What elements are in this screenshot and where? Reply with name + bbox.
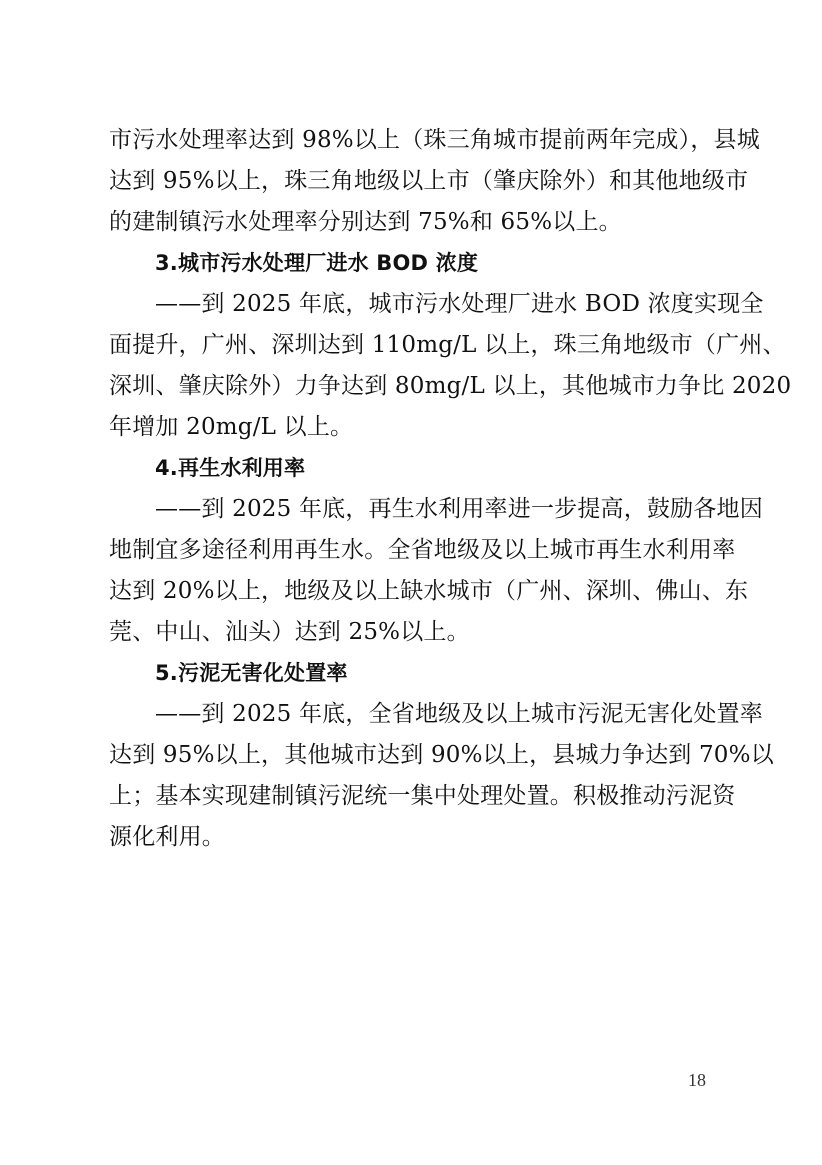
section-5-line-2: 达到 95%以上，其他城市达到 90%以上，县城力争达到 70%以: [109, 742, 774, 768]
section-3-line-2: 面提升，广州、深圳达到 110mg/L 以上，珠三角地级市（广州、: [109, 332, 786, 358]
intro-line-3: 的建制镇污水处理率分别达到 75%和 65%以上。: [109, 209, 622, 235]
section-5-line-4: 源化利用。: [109, 824, 225, 850]
intro-line-2: 达到 95%以上，珠三角地级以上市（肇庆除外）和其他地级市: [109, 168, 749, 194]
section-5-heading: 5.污泥无害化处置率: [155, 661, 348, 685]
section-5-line-1: ——到 2025 年底，全省地级及以上城市污泥无害化处置率: [155, 701, 763, 727]
section-4-line-3: 达到 20%以上，地级及以上缺水城市（广州、深圳、佛山、东: [109, 578, 749, 604]
page-number: 18: [688, 1070, 706, 1090]
section-3-line-3: 深圳、肇庆除外）力争达到 80mg/L 以上，其他城市力争比 2020: [109, 373, 792, 399]
section-3-line-4: 年增加 20mg/L 以上。: [109, 414, 354, 440]
section-5-line-3: 上；基本实现建制镇污泥统一集中处理处置。积极推动污泥资: [109, 783, 736, 809]
section-3-heading: 3.城市污水处理厂进水 BOD 浓度: [155, 251, 479, 275]
section-4-heading: 4.再生水利用率: [155, 456, 306, 480]
section-4-line-1: ——到 2025 年底，再生水利用率进一步提高，鼓励各地因: [155, 496, 763, 522]
section-4-line-2: 地制宜多途径利用再生水。全省地级及以上城市再生水利用率: [109, 537, 736, 563]
document-body: [109, 120, 792, 858]
section-4-line-4: 莞、中山、汕头）达到 25%以上。: [109, 619, 470, 645]
intro-line-1: 市污水处理率达到 98%以上（珠三角城市提前两年完成），县城: [109, 127, 760, 153]
section-3-line-1: ——到 2025 年底，城市污水处理厂进水 BOD 浓度实现全: [155, 291, 764, 317]
